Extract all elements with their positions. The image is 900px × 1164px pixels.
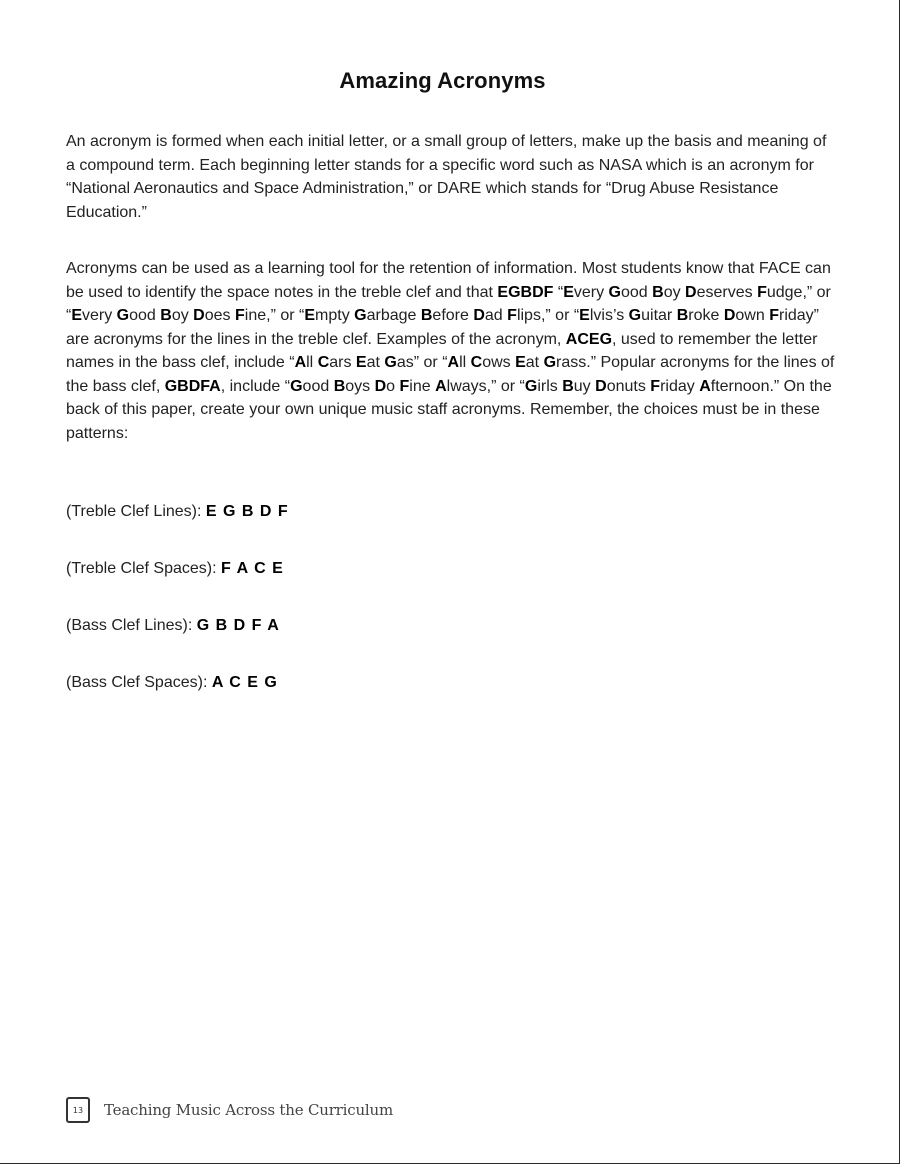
acronyms-paragraph xyxy=(66,257,836,445)
text-run: eserves xyxy=(696,283,758,301)
text-run: very xyxy=(573,283,609,301)
bold-run: G xyxy=(116,307,130,324)
text-run: ine,” or “ xyxy=(244,307,305,324)
text-run: as” or “ xyxy=(396,354,448,371)
text-run: oes xyxy=(204,307,235,324)
book-title: Teaching Music Across the Curriculum xyxy=(104,1101,393,1119)
bold-run: B xyxy=(676,307,689,324)
text-run: irls xyxy=(537,377,563,395)
text-run: An acronym is formed when each initial letter, or a small group of letters, make up the basis and meaning of a compound term. Each beginning letter stands for a specific word such as NASA which is an acronym for “National Aeronautics and Space Administration,” or DARE which stands for “Drug Abuse Resistance Education.” xyxy=(66,133,827,221)
text-run: o xyxy=(386,377,400,395)
text-run: lips,” or “ xyxy=(516,307,580,324)
text-run: fternoon.” On the back of this paper, create your own unique music staff acronyms. Remember, the choices must be in these patterns: xyxy=(66,377,832,442)
bold-run: G xyxy=(290,377,303,395)
bold-run: G xyxy=(384,354,397,371)
bold-run: D xyxy=(473,307,485,324)
text-run: onuts xyxy=(606,377,651,395)
bold-run: B xyxy=(652,283,664,301)
bold-run: A xyxy=(447,354,460,371)
text-run: ood xyxy=(620,283,653,301)
bold-run: G xyxy=(628,307,642,324)
bold-run: G xyxy=(543,354,557,371)
bold-run: D xyxy=(685,283,697,301)
text-run: arbage xyxy=(366,307,421,324)
bold-run: EGBDF xyxy=(497,283,554,301)
pattern-bass-clef-lines xyxy=(66,617,280,635)
text-run: , used to remember the letter names in the bass clef, include “ xyxy=(66,330,818,371)
text-run: oy xyxy=(663,283,686,301)
bold-run: D xyxy=(595,377,607,395)
intro-paragraph xyxy=(66,130,836,224)
bold-run: F xyxy=(234,307,245,324)
bold-run: E xyxy=(355,354,367,371)
pattern-letters: A C E G xyxy=(211,674,278,691)
bold-run: E xyxy=(71,307,82,324)
bold-run: E xyxy=(304,307,316,324)
bold-run: GBDFA xyxy=(164,377,221,395)
bold-run: B xyxy=(562,377,574,395)
bold-run: F xyxy=(757,283,767,301)
bold-run: E xyxy=(515,354,526,371)
text-run: Acronyms can be used as a learning tool for the retention of information. Most students know that FACE can be used to identify the space notes in the treble clef and that xyxy=(66,260,831,301)
text-run: oys xyxy=(345,377,375,395)
text-run: own xyxy=(735,307,770,324)
text-run: ood xyxy=(302,377,334,395)
text-run: at xyxy=(366,354,385,371)
text-run: uy xyxy=(573,377,596,395)
text-run: lvis’s xyxy=(589,307,629,324)
pattern-bass-clef-spaces xyxy=(66,674,278,692)
bold-run: F xyxy=(399,377,410,395)
text-run: uitar xyxy=(641,307,677,324)
pattern-letters: E G B D F xyxy=(205,503,289,520)
page-footer xyxy=(66,1097,393,1123)
text-run: efore xyxy=(432,307,474,324)
pattern-letters: F A C E xyxy=(221,560,284,577)
text-run: ars xyxy=(329,354,356,371)
text-run: ll xyxy=(306,354,318,371)
bold-run: A xyxy=(699,377,711,395)
text-run: ows xyxy=(482,354,516,371)
pattern-label: (Bass Clef Spaces): xyxy=(66,674,208,691)
bold-run: F xyxy=(769,307,779,324)
pattern-letters: G B D F A xyxy=(196,617,280,634)
bold-run: A xyxy=(435,377,447,395)
bold-run: C xyxy=(470,354,483,371)
pattern-label: (Bass Clef Lines): xyxy=(66,617,193,634)
page-title: Amazing Acronyms xyxy=(339,68,546,93)
text-run: ood xyxy=(129,307,161,324)
bold-run: B xyxy=(160,307,172,324)
text-run: lways,” or “ xyxy=(446,377,525,395)
pattern-treble-clef-spaces xyxy=(66,560,284,578)
text-run: rass.” Popular acronyms for the lines of the bass clef, xyxy=(66,354,835,395)
bold-run: B xyxy=(420,307,433,324)
text-run: ll xyxy=(459,354,471,371)
text-run: riday” are acronyms for the lines in the treble clef. Examples of the acronym, xyxy=(66,307,819,348)
text-run: riday xyxy=(660,377,700,395)
text-run: very xyxy=(82,307,117,324)
text-run: ad xyxy=(484,307,508,324)
bold-run: D xyxy=(723,307,736,324)
text-run: oy xyxy=(171,307,194,324)
page-number: 13 xyxy=(66,1097,90,1123)
bold-run: C xyxy=(317,354,330,371)
text-run: mpty xyxy=(315,307,355,324)
bold-run: ACEG xyxy=(565,330,613,348)
bold-run: G xyxy=(608,283,621,301)
text-run: at xyxy=(525,354,544,371)
bold-run: D xyxy=(374,377,387,395)
bold-run: E xyxy=(579,307,590,324)
bold-run: A xyxy=(294,354,307,371)
text-run: , include “ xyxy=(220,377,291,395)
pattern-label: (Treble Clef Spaces): xyxy=(66,560,217,577)
pattern-label: (Treble Clef Lines): xyxy=(66,503,202,520)
text-run: ine xyxy=(409,377,436,395)
bold-run: G xyxy=(524,377,538,395)
text-run: udge,” or “ xyxy=(66,283,831,324)
bold-run: E xyxy=(563,283,574,301)
pattern-treble-clef-lines xyxy=(66,503,289,521)
bold-run: F xyxy=(650,377,661,395)
bold-run: F xyxy=(507,307,517,324)
text-run: roke xyxy=(688,307,724,324)
text-run: “ xyxy=(553,283,564,301)
bold-run: B xyxy=(333,377,346,395)
bold-run: D xyxy=(193,307,205,324)
bold-run: G xyxy=(354,307,367,324)
